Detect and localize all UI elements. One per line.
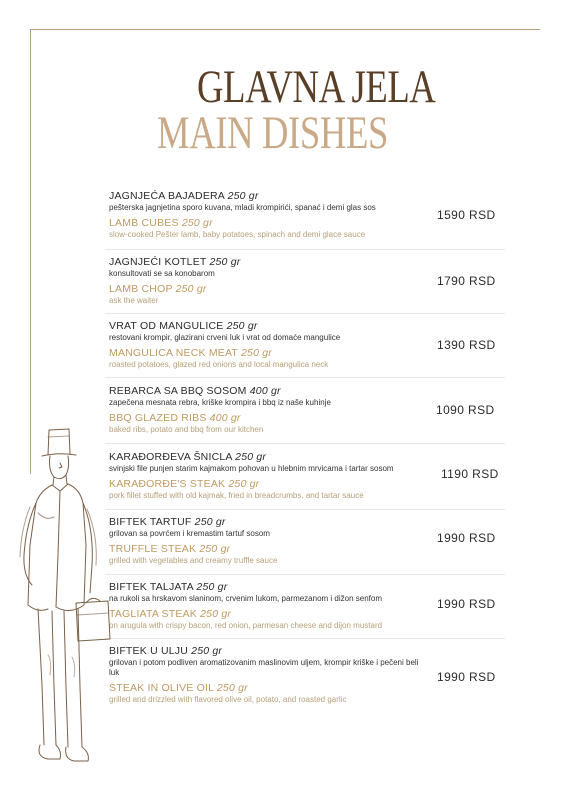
dish-name-english: MANGULICA NECK MEAT (109, 347, 238, 359)
frame-line-top (30, 29, 540, 30)
dish-weight: 250 gr (227, 190, 259, 202)
dish-weight-english: 250 gr (216, 682, 248, 694)
dish-weight: 400 gr (249, 385, 281, 397)
dish-weight-english: 250 gr (181, 217, 213, 229)
dish-name-english: TAGLIATA STEAK (109, 608, 197, 620)
dish-description-english: pork fillet stuffed with old kajmak, fried in breadcrumbs, and tartar sauce (109, 491, 364, 500)
frame-line-left (30, 29, 31, 474)
dish-weight: 250 gr (226, 320, 258, 332)
dish-price: 1590 RSD (437, 208, 496, 222)
dish-price: 1990 RSD (437, 670, 496, 684)
dish-name-serbian: JAGNJEĆA BAJADERA (109, 190, 225, 202)
dish-description-serbian: na rukoli sa hrskavom slaninom, crvenim lukom, parmezanom i dižon senfom (109, 594, 382, 603)
dish-description-serbian: pešterska jagnjetina sporo kuvana, mladi krompirići, spanać i demi glas sos (109, 203, 376, 212)
divider (105, 574, 505, 575)
dish-description-serbian: zapečena mesnata rebra, kriške krompira i bbq iz naše kuhinje (109, 398, 331, 407)
title-english: MAIN DISHES (157, 107, 388, 159)
dish-price: 1990 RSD (437, 531, 496, 545)
dish-description-serbian: grilovan sa povrćem i kremastim tartuf sosom (109, 529, 270, 538)
dish-weight-english: 250 gr (200, 608, 232, 620)
dish-name-serbian: REBARCA SA BBQ SOSOM (109, 385, 247, 397)
waiter-illustration (8, 425, 118, 785)
dish-description-serbian: grilovan i potom podliven aromatizovanim maslinovim uljem, krompir kriške i pečeni beli luk (109, 658, 419, 677)
dish-description-english: grilled with vegetables and creamy truffle sauce (109, 556, 278, 565)
divider (105, 249, 505, 250)
dish-description-serbian: svinjski file punjen starim kajmakom pohovan u hlebnim mrvicama i tartar sosom (109, 464, 394, 473)
dish-description-english: on arugula with crispy bacon, red onion, parmesan cheese and dijon mustard (109, 621, 383, 630)
divider (105, 443, 505, 444)
dish-description-serbian: restovani krompir, glazirani crveni luk i vrat od domaće mangulice (109, 333, 341, 342)
dish-description-english: baked ribs, potato and bbq from our kitchen (109, 425, 264, 434)
title-serbian: GLAVNA JELA (197, 61, 436, 113)
dish-price: 1790 RSD (437, 274, 496, 288)
divider (105, 509, 505, 510)
dish-description-english: roasted potatoes, glazed red onions and local mangulica neck (109, 360, 329, 369)
dish-name-serbian: KARAĐORĐEVA ŠNICLA (109, 451, 233, 463)
dish-price: 1390 RSD (437, 338, 496, 352)
dish-weight: 250 gr (209, 256, 241, 268)
dish-weight: 250 gr (235, 451, 267, 463)
dish-name-english: KARAĐORĐE'S STEAK (109, 478, 226, 490)
divider (105, 377, 505, 378)
dish-name-english: BBQ GLAZED RIBS (109, 412, 207, 424)
dish-weight-english: 250 gr (199, 543, 231, 555)
dish-weight: 250 gr (191, 645, 223, 657)
dish-description-english: slow-cooked Pešter lamb, baby potatoes, spinach and demi glace sauce (109, 230, 366, 239)
dish-weight-english: 250 gr (228, 478, 260, 490)
dish-description-english: grilled and drizzled with flavored olive oil, potato, and roasted garlic (109, 695, 347, 704)
dish-name-serbian: JAGNJEĆI KOTLET (109, 256, 207, 268)
dish-weight: 250 gr (196, 581, 228, 593)
divider (105, 638, 505, 639)
dish-name-serbian: VRAT OD MANGULICE (109, 320, 224, 332)
dish-name-serbian: BIFTEK U ULJU (109, 645, 189, 657)
dish-description-serbian: konsultovati se sa konobarom (109, 269, 215, 278)
divider (105, 313, 505, 314)
dish-weight: 250 gr (194, 516, 226, 528)
dish-weight-english: 400 gr (209, 412, 241, 424)
dish-name-serbian: BIFTEK TALJATA (109, 581, 194, 593)
dish-name-english: TRUFFLE STEAK (109, 543, 197, 555)
dish-name-serbian: BIFTEK TARTUF (109, 516, 192, 528)
dish-name-english: STEAK IN OLIVE OIL (109, 682, 214, 694)
dish-description-english: ask the waiter (109, 296, 159, 305)
dish-price: 1990 RSD (437, 597, 496, 611)
dish-weight-english: 250 gr (175, 283, 207, 295)
dish-weight-english: 250 gr (240, 347, 272, 359)
dish-price: 1190 RSD (441, 467, 499, 481)
dish-name-english: LAMB CUBES (109, 217, 179, 229)
dish-name-english: LAMB CHOP (109, 283, 173, 295)
dish-price: 1090 RSD (436, 403, 495, 417)
